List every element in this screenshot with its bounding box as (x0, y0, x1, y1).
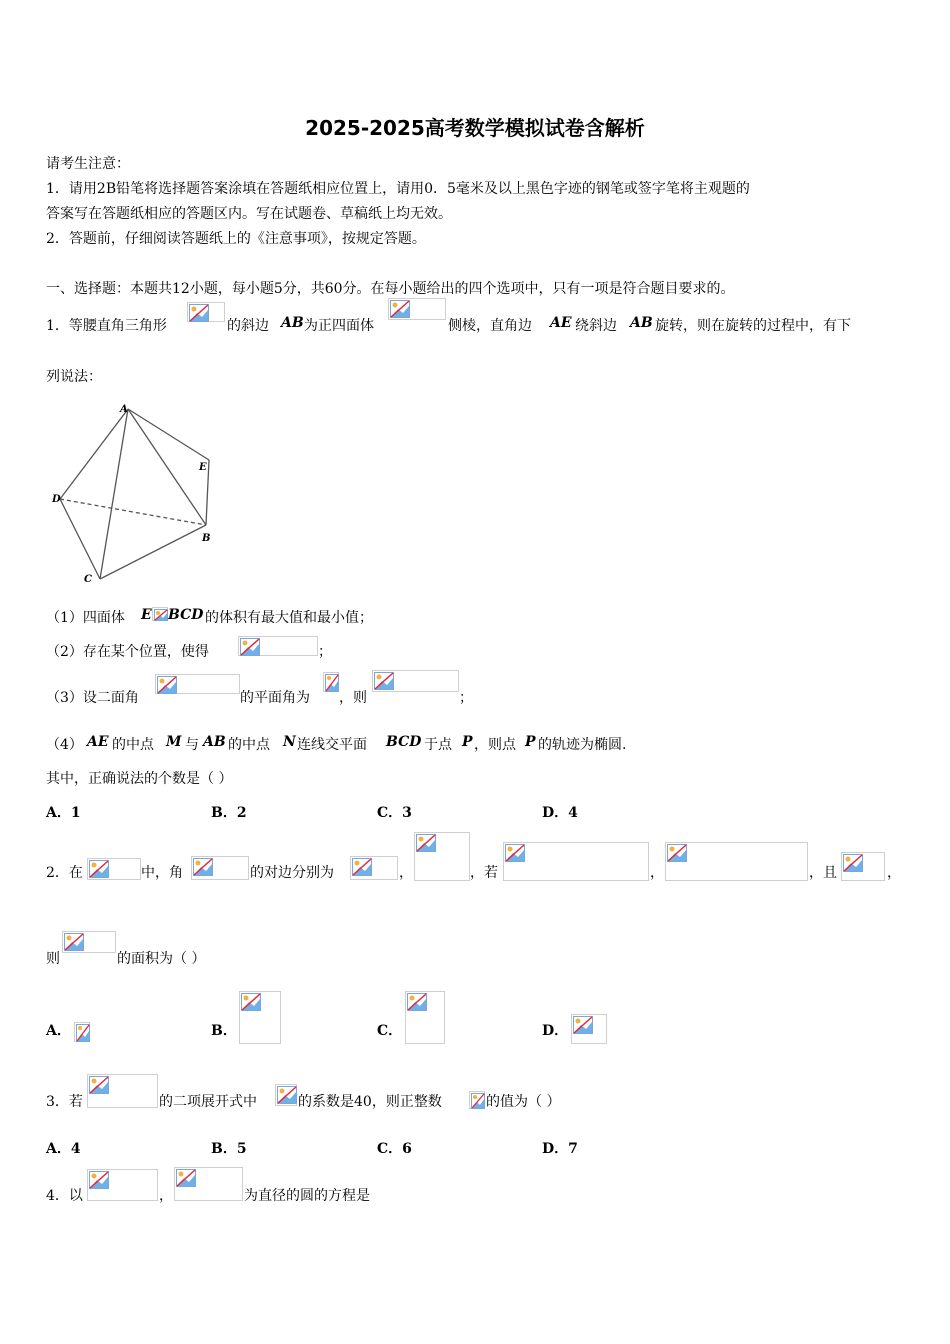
q1-var-ae: AE (550, 315, 572, 331)
q1-s3-image-angle (155, 674, 240, 694)
image-placeholder-icon (76, 1024, 90, 1042)
q1-var-ab-2: AB (630, 315, 653, 331)
image-placeholder-icon (89, 1171, 109, 1189)
q3-option-b[interactable]: B．5 (211, 1141, 247, 1157)
q2-text-3: 的对边分别为 (250, 865, 334, 881)
q1-text-3: 为正四面体 (304, 318, 374, 334)
q3-image-n (469, 1091, 485, 1109)
q4-text-3: 为直径的圆的方程是 (244, 1188, 370, 1204)
image-placeholder-icon (64, 933, 84, 951)
image-placeholder-icon (89, 1076, 109, 1094)
q3-image-binomial (87, 1074, 158, 1108)
q1-s3-image-theta (323, 672, 339, 692)
q1-s4-var-n: N (283, 734, 296, 750)
image-placeholder-icon (176, 1169, 196, 1187)
image-placeholder-icon (471, 1093, 485, 1109)
q2-text-5: ，若 (470, 865, 498, 881)
q2-option-a-image (74, 1022, 90, 1042)
q4-image-point-1 (87, 1169, 158, 1201)
image-placeholder-icon (407, 993, 427, 1011)
q1-s3-text-3: ，则 (339, 690, 367, 706)
q1-image-tetra (388, 298, 446, 320)
q1-s4-var-m: M (166, 734, 182, 750)
q1-s4-text-2: 的中点 (112, 737, 154, 753)
q4-text-2: ， (159, 1188, 173, 1204)
q1-s4-text-3: 与 (185, 737, 199, 753)
image-placeholder-icon (277, 1086, 297, 1104)
q2-image-sides (350, 856, 398, 880)
q2-image-condition-2 (503, 842, 649, 881)
q1-option-a[interactable]: A．1 (46, 805, 81, 821)
image-placeholder-icon (240, 638, 260, 656)
q1-option-b[interactable]: B．2 (211, 805, 247, 821)
q1-option-c[interactable]: C．3 (377, 805, 412, 821)
q2-image-condition-4 (841, 852, 885, 881)
image-placeholder-icon (89, 860, 109, 878)
q1-option-d[interactable]: D．4 (542, 805, 578, 821)
q2-option-b-image (239, 991, 281, 1044)
q1-s4-text-6: 于点 (424, 737, 452, 753)
q1-s1-image-dash (152, 607, 168, 621)
q1-text-1: 1．等腰直角三角形 (46, 318, 167, 334)
image-placeholder-icon (241, 993, 261, 1011)
q1-s2-image (238, 636, 318, 656)
q3-text-4: 的值为（ ） (486, 1094, 561, 1110)
q2-text-2: 中，角 (141, 865, 183, 881)
q1-s3-text-2: 的平面角为 (240, 690, 310, 706)
image-placeholder-icon (390, 300, 410, 318)
q4-text-1: 4．以 (46, 1188, 83, 1204)
q3-text-3: 的系数是40，则正整数 (298, 1094, 442, 1110)
notice-heading: 请考生注意： (46, 156, 130, 172)
q1-s4-text-4: 的中点 (228, 737, 270, 753)
q1-s4-text-1: （4） (46, 737, 83, 753)
q1-s1-var-e: E (141, 607, 152, 623)
q1-image-triangle (187, 302, 225, 322)
q1-s4-var-ab: AB (203, 734, 226, 750)
q2-option-a[interactable]: A． (46, 1023, 71, 1039)
q1-s3-image-expr (372, 670, 459, 692)
q1-s1-var-bcd: BCD (168, 607, 204, 623)
figure-label-c: C (84, 574, 92, 585)
q2-image-triangle-2 (62, 931, 116, 953)
q2-option-c[interactable]: C． (377, 1023, 403, 1039)
q2-text-1: 2．在 (46, 865, 83, 881)
q2-text-7: ，且 (809, 865, 837, 881)
q3-text-2: 的二项展开式中 (159, 1094, 257, 1110)
figure-label-e: E (199, 462, 207, 473)
q3-text-1: 3．若 (46, 1094, 83, 1110)
q1-text-2: 的斜边 (227, 318, 269, 334)
page-title: 2025-2025高考数学模拟试卷含解析 (305, 116, 645, 140)
q1-s2-text-2: ； (318, 644, 332, 660)
q1-s4-var-ae: AE (87, 734, 109, 750)
tetrahedron-figure (45, 398, 225, 593)
q2-image-triangle (87, 858, 141, 880)
q3-option-d[interactable]: D．7 (542, 1141, 578, 1157)
q2-image-condition-3 (665, 842, 808, 881)
q3-option-a[interactable]: A．4 (46, 1141, 81, 1157)
image-placeholder-icon (416, 834, 436, 852)
q2-option-b[interactable]: B． (211, 1023, 237, 1039)
q2-text-4: ， (399, 865, 413, 881)
section-heading: 一、选择题：本题共12小题，每小题5分，共60分。在每小题给出的四个选项中，只有一项是符合题目要求的。 (46, 281, 735, 297)
q1-s1-text-1: （1）四面体 (46, 610, 125, 626)
image-placeholder-icon (843, 854, 863, 872)
q1-s1-text-2: 的体积有最大值和最小值； (205, 610, 373, 626)
q2-option-d-image (571, 1014, 607, 1044)
image-placeholder-icon (157, 676, 177, 694)
q1-s3-text-4: ； (459, 690, 473, 706)
q2-text-9: 则 (46, 951, 60, 967)
image-placeholder-icon (193, 858, 213, 876)
q4-image-point-2 (174, 1167, 243, 1201)
q2-text-10: 的面积为（ ） (117, 951, 206, 967)
notice-line-3: 2．答题前，仔细阅读答题纸上的《注意事项》，按规定答题。 (46, 231, 426, 247)
q2-text-6: ， (650, 865, 664, 881)
q2-image-angles (191, 856, 249, 880)
figure-label-a: A (120, 404, 128, 415)
image-placeholder-icon (325, 674, 339, 692)
image-placeholder-icon (505, 844, 525, 862)
image-placeholder-icon (189, 304, 209, 322)
q1-s4-text-7: ，则点 (474, 737, 516, 753)
q1-s4-var-bcd: BCD (386, 734, 422, 750)
q1-text-5: 绕斜边 (575, 318, 617, 334)
q2-image-condition-1 (414, 832, 470, 881)
q1-text-4: 侧棱，直角边 (448, 318, 532, 334)
q1-s4-text-8: 的轨迹为椭圆. (538, 737, 627, 753)
q2-option-d[interactable]: D． (542, 1023, 569, 1039)
image-placeholder-icon (573, 1016, 593, 1034)
q1-s2-text-1: （2）存在某个位置，使得 (46, 644, 209, 660)
notice-line-1: 1．请用2B铅笔将选择题答案涂填在答题纸相应位置上，请用0．5毫米及以上黑色字迹的钢笔或签字笔将主观题的 (46, 181, 750, 197)
q1-s4-text-5: 连线交平面 (297, 737, 367, 753)
q1-text-line2: 列说法： (46, 369, 102, 385)
q1-s3-text-1: （3）设二面角 (46, 690, 139, 706)
figure-label-d: D (52, 494, 61, 505)
q2-option-c-image (405, 991, 445, 1044)
image-placeholder-icon (374, 672, 394, 690)
image-placeholder-icon (352, 858, 372, 876)
q3-option-c[interactable]: C．6 (377, 1141, 412, 1157)
image-placeholder-icon (667, 844, 687, 862)
q3-image-term (275, 1084, 297, 1106)
q2-text-8: ， (887, 865, 901, 881)
figure-label-b: B (202, 533, 211, 544)
q1-var-ab: AB (281, 315, 304, 331)
image-placeholder-icon (154, 609, 168, 621)
q1-ask: 其中，正确说法的个数是（ ） (46, 771, 233, 787)
q1-s4-var-p: P (462, 734, 473, 750)
q1-text-6: 旋转，则在旋转的过程中，有下 (655, 318, 851, 334)
q1-s4-var-p-2: P (525, 734, 536, 750)
notice-line-2: 答案写在答题纸相应的答题区内。写在试题卷、草稿纸上均无效。 (46, 206, 452, 222)
